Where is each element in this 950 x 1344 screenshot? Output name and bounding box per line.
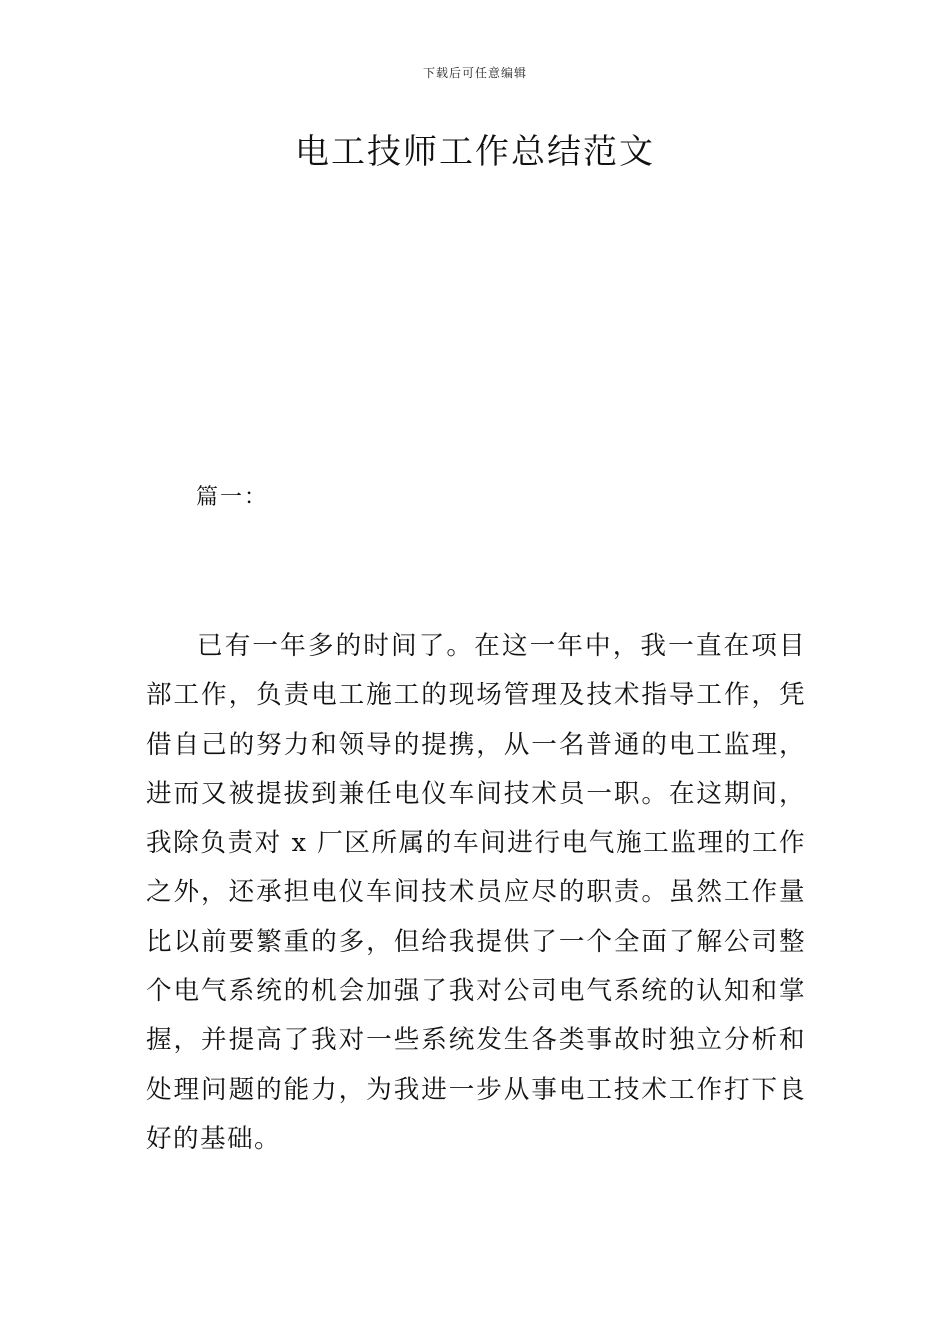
document-title: 电工技师工作总结范文 (295, 132, 655, 172)
header-note: 下载后可任意编辑 (422, 66, 527, 80)
section-heading: 篇一： (196, 485, 269, 510)
body-paragraph: 已有一年多的时间了。在这一年中，我一直在项目部工作，负责电工施工的现场管理及技术指导工作，凭借自己的努力和领导的提携，从一名普通的电工监理，进而又被提拔到兼任电仪车间技术员一职。在这期间，我除负责对 x 厂区所属的车间进行电气施工监理的工作之外，还承担电仪车间技术员应尽的职责。虽然工作量比以前要繁重的多，但给我提供了一个全面了解公司整个电气系统的机会加强了我对公司电气系统的认知和掌握，并提高了我对一些系统发生各类事故时独立分析和处理问题的能力，为我进一步从事电工技术工作打下良好的基础。 (146, 631, 806, 1154)
